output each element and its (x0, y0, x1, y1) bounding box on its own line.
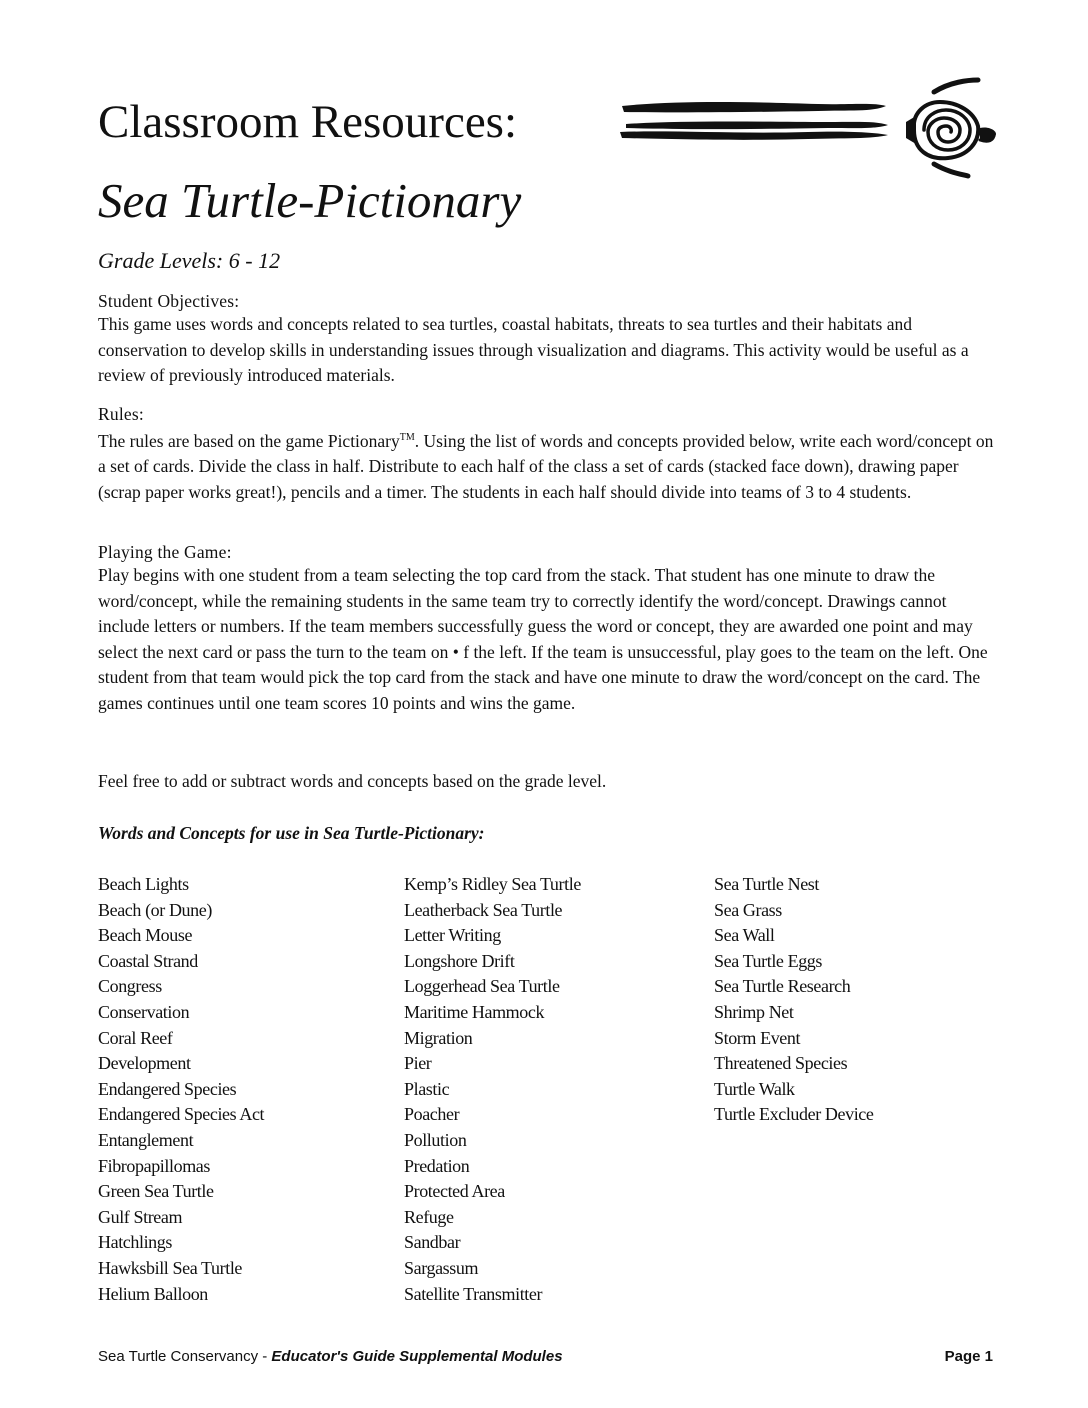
list-item: Coral Reef (98, 1027, 173, 1048)
list-item: Pier (404, 1053, 432, 1074)
list-item: Endangered Species (98, 1078, 237, 1099)
objectives-heading: Student Objectives: (98, 291, 240, 311)
list-item: Refuge (404, 1206, 454, 1227)
list-item: Gulf Stream (98, 1206, 183, 1227)
playing-section (98, 541, 998, 717)
list-item: Threatened Species (714, 1053, 848, 1074)
list-item: Endangered Species Act (98, 1104, 265, 1125)
rules-text (98, 425, 998, 506)
list-item: Turtle Excluder Device (714, 1104, 874, 1125)
list-item: Sea Grass (714, 899, 782, 920)
word-column-1 (98, 872, 264, 1307)
trademark-mark: TM (399, 432, 415, 443)
list-item: Pollution (404, 1129, 467, 1150)
grade-levels: Grade Levels: 6 - 12 (98, 248, 281, 273)
list-item: Leatherback Sea Turtle (404, 899, 563, 920)
list-item: Satellite Transmitter (404, 1283, 543, 1304)
page-number: Page 1 (944, 1348, 993, 1365)
list-item: Beach (or Dune) (98, 899, 212, 920)
playing-text: Play begins with one student from a team selecting the top card from the stack. That student has one minute to draw the word/concept, while the remaining students in the same team try to correctly identify the word/concept. Drawings cannot include letters or numbers. If the team members successfully guess the word or concept, they are awarded one point and may select the next card or pass the turn to the team on • f the left. If the team is unsuccessful, play goes to the team on the left. One student from that team would pick the top card from the stack and have one minute to draw the word/concept on the card. The games continues until one team scores 10 points and wins the game. (98, 565, 988, 713)
page-subtitle: Sea Turtle-Pictionary (98, 173, 522, 228)
list-item: Sea Turtle Research (714, 976, 851, 997)
rules-text-part2: . Using the list of words and concepts provided below, write each word/concept on a set of cards. Divide the class in half. Distribute to each half of the class a set of cards (stacked face down), drawing paper (scrap paper works great!), pencils and a timer. The students in each half should divide into teams of 3 to 4 students. (98, 430, 994, 503)
list-item: Helium Balloon (98, 1283, 208, 1304)
list-item: Coastal Strand (98, 950, 198, 971)
playing-heading: Playing the Game: (98, 542, 232, 562)
list-item: Turtle Walk (714, 1078, 795, 1099)
list-item: Beach Mouse (98, 925, 193, 946)
words-list-title: Words and Concepts for use in Sea Turtle-Pictionary: (98, 823, 485, 843)
list-item: Sandbar (404, 1232, 461, 1253)
list-item: Kemp’s Ridley Sea Turtle (404, 874, 581, 894)
list-item: Letter Writing (404, 925, 501, 946)
rules-heading: Rules: (98, 404, 144, 424)
list-item: Sea Wall (714, 925, 775, 946)
rules-section (98, 403, 998, 506)
list-item: Entanglement (98, 1129, 194, 1150)
rules-text-part1: The rules are based on the game Pictionary (98, 430, 400, 451)
list-item: Beach Lights (98, 874, 189, 894)
list-item: Congress (98, 976, 162, 997)
list-item: Plastic (404, 1078, 450, 1099)
sea-turtle-spiral-icon (618, 72, 998, 180)
student-objectives-section (98, 290, 998, 389)
list-item: Maritime Hammock (404, 1001, 545, 1022)
list-item: Poacher (404, 1104, 460, 1125)
footer-source (98, 1347, 563, 1367)
list-item: Sea Turtle Eggs (714, 950, 823, 971)
word-column-2 (404, 872, 581, 1307)
page-title: Classroom Resources: (98, 96, 518, 148)
list-item: Protected Area (404, 1181, 505, 1202)
list-item: Loggerhead Sea Turtle (404, 976, 560, 997)
list-item: Fibropapillomas (98, 1155, 210, 1176)
list-item: Predation (404, 1155, 470, 1176)
list-item: Storm Event (714, 1027, 801, 1048)
objectives-text: This game uses words and concepts related to sea turtles, coastal habitats, threats to sea turtles and their habitats and conservation to develop skills in understanding issues through visualization and diagrams. This activity would be useful as a review of previously introduced materials. (98, 314, 969, 386)
list-item: Migration (404, 1027, 473, 1048)
list-item: Sea Turtle Nest (714, 874, 820, 894)
footer-org: Sea Turtle Conservancy - (98, 1348, 272, 1365)
grade-note: Feel free to add or subtract words and concepts based on the grade level. (98, 771, 607, 791)
list-item: Conservation (98, 1001, 190, 1022)
list-item: Sargassum (404, 1257, 479, 1278)
word-column-3 (714, 872, 873, 1128)
list-item: Longshore Drift (404, 950, 515, 971)
list-item: Hawksbill Sea Turtle (98, 1257, 243, 1278)
list-item: Green Sea Turtle (98, 1181, 214, 1202)
footer-guide-title: Educator's Guide Supplemental Modules (271, 1348, 563, 1365)
list-item: Development (98, 1053, 191, 1074)
note-section (98, 769, 998, 795)
list-item: Hatchlings (98, 1232, 172, 1253)
list-item: Shrimp Net (714, 1001, 794, 1022)
